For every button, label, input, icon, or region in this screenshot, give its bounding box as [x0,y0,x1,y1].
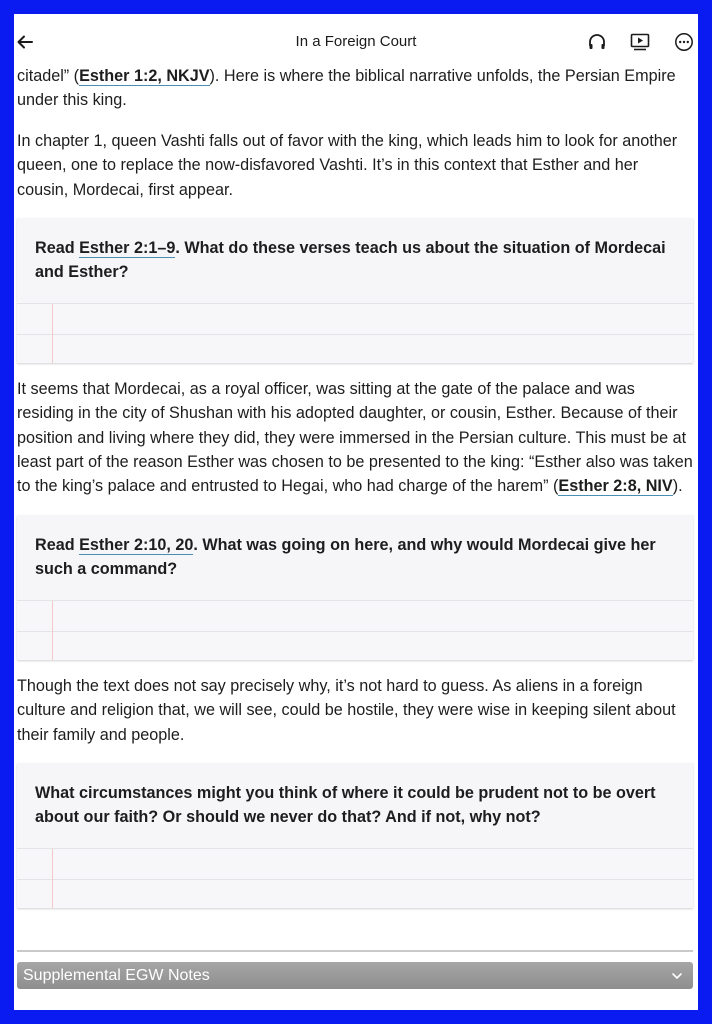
supplemental-label: Supplemental EGW Notes [23,967,210,984]
bible-reference-link[interactable]: Esther 2:1–9 [79,239,176,258]
headphones-icon [587,32,607,52]
top-bar [14,14,698,70]
answer-margin-line [52,304,53,363]
answer-field[interactable] [17,848,693,908]
answer-margin-line [52,601,53,660]
answer-line [17,631,693,632]
paragraph: It seems that Mordecai, as a royal officer, was sitting at the gate of the palace and was residing in the city of Shushan with his adopted daughter, or cousin, Esther. Because of their position and living where they did, they were immersed in the Persian culture. This must be at least part of the reason Esther was chosen to be presented to the king: “Esther also was taken to the king’s palace and entrusted to Hegai, who had charge of the harem” (Esther 2:8, NIV). [17,379,693,496]
bible-reference-link[interactable]: Esther 2:8, NIV [558,477,673,496]
more-horizontal-icon [674,32,694,52]
question-text: Read Esther 2:10, 20. What was going on here, and why would Mordecai give her such a command? [35,535,656,579]
question-card [17,218,693,363]
answer-field[interactable] [17,303,693,363]
paragraph: Though the text does not say precisely why, it’s not hard to guess. As aliens in a foreign culture and religion that, we will see, could be hostile, they were wise in keeping silent about their family and people. [17,676,676,744]
lesson-title: In a Foreign Court [295,33,417,50]
answer-field[interactable] [17,600,693,660]
paragraph: In chapter 1, queen Vashti falls out of favor with the king, which leads him to look for another queen, one to replace the now-disfavored Vashti. It’s in this context that Esther and her cousin, Mordecai, first appear. [17,131,678,199]
supplemental-egw-notes-toggle[interactable] [17,962,693,989]
answer-margin-line [52,849,53,908]
lesson-content [17,64,693,922]
section-divider [17,950,693,952]
paragraph: citadel” (Esther 1:2, NKJV). Here is where the biblical narrative unfolds, the Persian Empire under this king. [17,67,676,110]
answer-line [17,879,693,880]
more-button[interactable] [673,31,695,53]
answer-line [17,334,693,335]
bible-reference-link[interactable]: Esther 1:2, NKJV [79,67,210,85]
reader-page [14,14,698,1010]
audio-button[interactable] [586,31,608,53]
video-button[interactable] [629,31,651,53]
play-screen-icon [630,33,650,51]
question-text: Read Esther 2:1–9. What do these verses teach us about the situation of Mordecai and Esther? [35,239,666,282]
question-text: What circumstances might you think of where it could be prudent not to be overt about our faith? Or should we never do that? And if not, why not? [35,783,656,827]
question-card [17,515,693,660]
question-card [17,763,693,908]
bible-reference-link[interactable]: Esther 2:10, 20 [79,535,194,554]
chevron-down-icon [671,962,683,989]
